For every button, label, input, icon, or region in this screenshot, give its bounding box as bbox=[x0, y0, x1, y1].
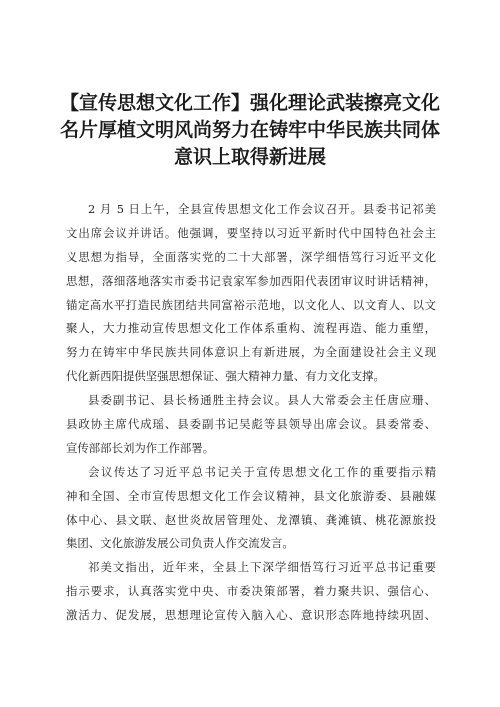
text-line: 集团、文化旅游发展公司负责人作交流发言。 bbox=[66, 536, 294, 551]
paragraph-2 bbox=[66, 389, 436, 461]
text-line: 体中心、县文联、赵世炎故居管理处、龙潭镇、龚滩镇、桃花源旅投 bbox=[66, 512, 436, 527]
text-line: 2 月 5 日上午，全县宣传思想文化工作会议召开。县委书记祁美 bbox=[88, 202, 436, 216]
text-line: 思想，落细落地落实市委书记袁家军参加西阳代表团审议时讲话精神， bbox=[66, 273, 436, 288]
paragraph-1 bbox=[66, 198, 436, 389]
paragraph-3 bbox=[66, 461, 436, 557]
document-body bbox=[66, 198, 436, 628]
title-line: 意识上取得新进展 bbox=[173, 146, 326, 168]
text-line: 会议传达了习近平总书记关于宣传思想文化工作的重要指示精 bbox=[88, 464, 436, 479]
title-line: 名片厚植文明风尚努力在铸牢中华民族共同体 bbox=[60, 119, 441, 141]
text-line: 锚定高水平打造民族团结共同富裕示范地，以文化人、以文育人、以文 bbox=[66, 297, 436, 312]
text-line: 指示要求，认真落实党中央、市委决策部署，着力聚共识、强信心、 bbox=[66, 584, 436, 599]
text-line: 聚人，大力推动宣传思想文化工作体系重构、流程再造、能力重塑， bbox=[66, 321, 436, 336]
text-line: 祁美文指出，近年来，全县上下深学细悟笃行习近平总书记重要 bbox=[88, 560, 436, 575]
document-title bbox=[60, 90, 440, 171]
text-line: 努力在铸牢中华民族共同体意识上有新进展，为全面建设社会主义现 bbox=[66, 345, 436, 360]
title-line: 【宣传思想文化工作】强化理论武装擦亮文化 bbox=[60, 92, 441, 114]
paragraph-4 bbox=[66, 556, 436, 628]
text-line: 激活力、促发展，思想理论宣传入脑入心、意识形态阵地持续巩固、 bbox=[66, 608, 436, 623]
text-line: 文出席会议并讲话。他强调，要坚持以习近平新时代中国特色社会主 bbox=[66, 225, 436, 240]
text-line: 代化新西阳提供坚强思想保证、强大精神力量、有力文化支撑。 bbox=[66, 369, 385, 384]
text-line: 县委副书记、县长杨通胜主持会议。县人大常委会主任唐应珊、 bbox=[88, 393, 436, 408]
text-line: 县政协主席代成瑶、县委副书记吴彪等县领导出席会议。县委常委、 bbox=[66, 417, 436, 432]
text-line: 义思想为指导，全面落实党的二十大部署，深学细悟笃行习近平文化 bbox=[66, 249, 436, 264]
text-line: 神和全国、全市宣传思想文化工作会议精神，县文化旅游委、县融媒 bbox=[66, 488, 436, 503]
text-line: 宣传部部长刘为作工作部署。 bbox=[66, 440, 215, 455]
